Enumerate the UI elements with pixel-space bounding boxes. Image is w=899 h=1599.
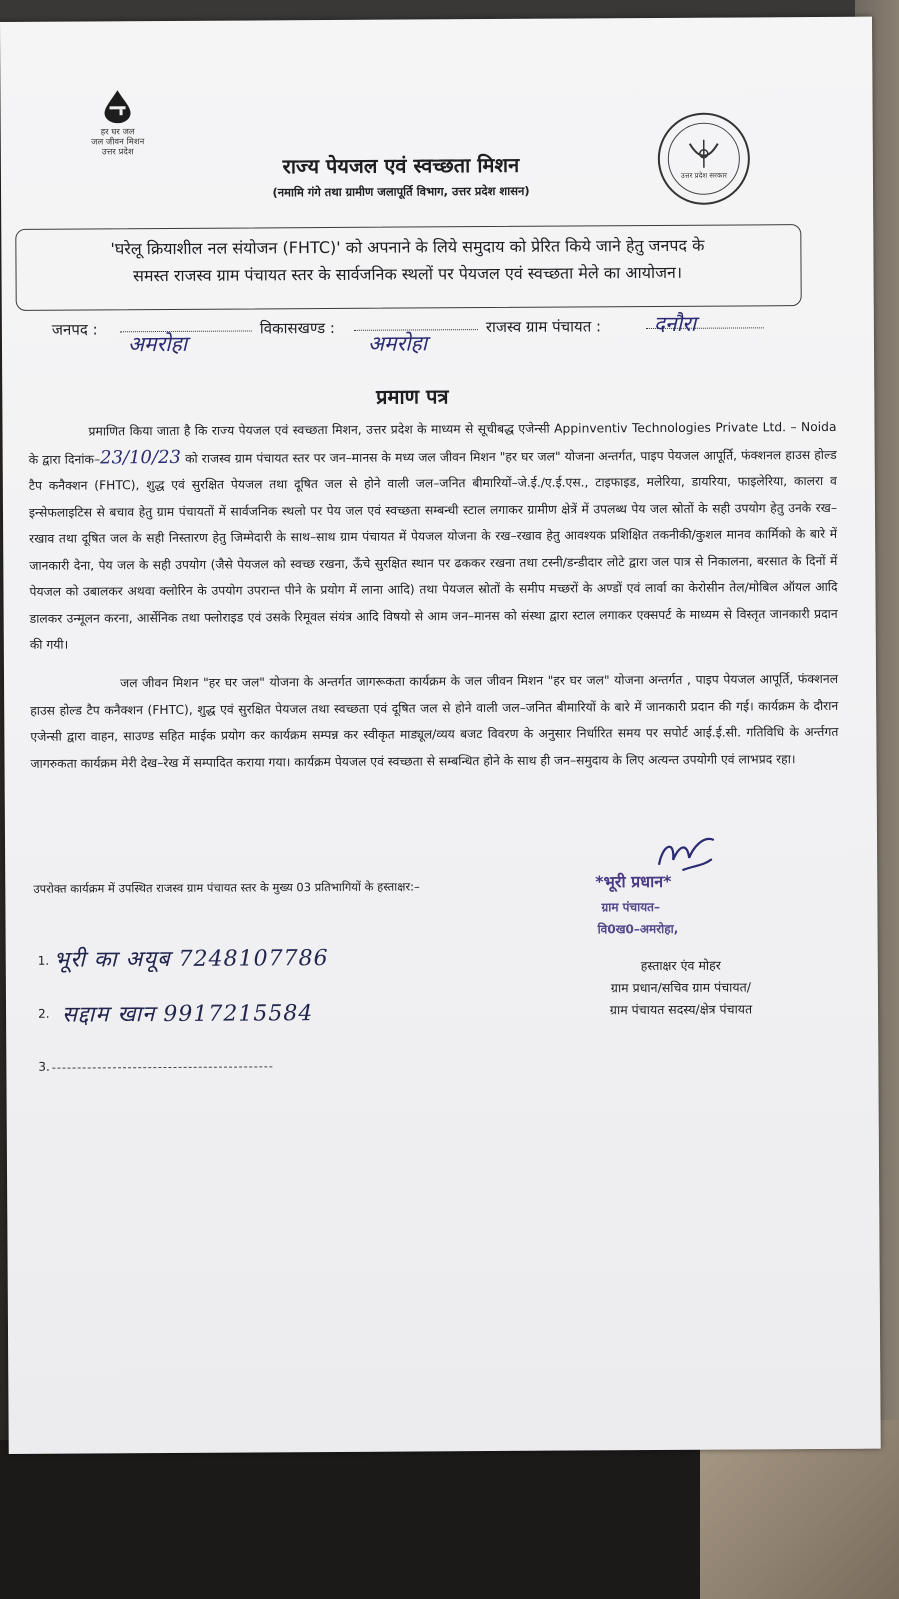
logo-caption-2: जल जीवन मिशन [91,137,145,148]
department-subtitle: (नमामि गंगे तथा ग्रामीण जलापूर्ति विभाग, उत्तर प्रदेश शासन) [272,183,530,200]
pradhan-stamp-line-3: वि0ख0–अमरोहा, [597,921,679,937]
event-banner-line-1: 'घरेलू क्रियाशील नल संयोजन (FHTC)' को अपनाने के लिये समुदाय को प्रेरित किये जाने हेतु जनपद के [110,235,705,259]
signature-seal-label: हस्ताक्षर एंव मोहर [640,957,721,974]
event-banner-line-2: समस्त राजस्व ग्राम पंचायत स्तर के सार्वजनिक स्थलों पर पेयजल एवं स्वच्छता मेले का आयोजन। [133,262,683,286]
logo-caption-1: हर घर जल [100,127,135,138]
participant-number: 2. [38,1006,50,1021]
mission-title: राज्य पेयजल एवं स्वच्छता मिशन [282,152,520,179]
participant-signature: सद्दाम खान 9917215584 [61,1001,314,1028]
signatory-roles-1: ग्राम प्रधान/सचिव ग्राम पंचायत/ [610,979,751,996]
panchayat-label: राजस्व ग्राम पंचायत : [485,317,602,337]
pradhan-stamp-line-2: ग्राम पंचायत– [601,899,661,915]
water-drop-icon [100,89,134,123]
participant-signature-blank-line [52,1066,272,1068]
participant-number: 3. [38,1059,50,1074]
janpad-value: अमरोहा [127,331,188,357]
participant-signature: भूरी का अयूब 7248107786 [53,946,329,973]
vikaskhand-value: अमरोहा [367,331,428,356]
certificate-paragraph-1 [28,414,837,658]
participant-number: 1. [37,953,50,968]
paragraph-1-part-b: को राजस्व ग्राम पंचायत स्तर पर जन–मानस के मध्य जल जीवन मिशन "हर घर जल" योजना अन्तर्गत, पाइप पेयजल आपूर्ति, फंक्शनल हाउस होल्ड टैप कनैक्शन (FHTC), शुद्ध एवं सुरक्षित पेयजल तथा दूषित जल से होने वाली जल–जनित बीमारियों–जे.ई./ए.ई.एस., टाइफाइड, मलेरिया, डायरिया, फाइलेरिया, कालरा व इन्सेफलाइटिस से बचाव हेतु ग्राम पंचायतों में सार्वजनिक स्थलो पर पेय जल एवं स्वच्छता सम्बन्धी स्टाल लगाकर ग्रामीण क्षेत्रें में उपलब्ध पेय जल स्रोतों के सही उपयोग हेतु उनके रख–रखाव तथा दूषित जल के सही निस्तारण हेतु जिम्मेदारी के साथ–साथ ग्राम पंचायत में पेयजल योजना के रख–रखाव हेतु आवश्यक प्रशिक्षित तकनीकी/कुशल मानव कार्मिको के बारे में जानकारी देना, पेय जल के सही उपयोग (जैसे पेयजल को स्वच्छ रखना, ऊँचे सुरक्षित स्थान पर ढककर रखना तथा टस्नी/डन्डीदार लोटे द्वारा जल पात्र से निकालना, बरसात के दिनों में पेयजल को उबालकर अथवा क्लोरिन के उपयोग उपरान्त पीने के प्रयोग में लाना आदि) तथा पेयजल स्रोतों के समीप मच्छरों के अण्डों एवं लार्वा का केरोसीन तेल/मोबिल ऑयल आदि डालकर उन्मूलन करना, आर्सेनिक तथा फ्लोराइड एवं उसके रिमूवल संयंत्र आदि विषयो से आम जन–मानस को संस्था द्वारा स्टाल लगाकर एक्सपर्ट के माध्यम से विस्तृत जानकारी प्रदान की गयी। [28,447,838,652]
certificate-title: प्रमाण पत्र [376,384,449,409]
certificate-paragraph-2: जल जीवन मिशन "हर घर जल" योजना के अन्तर्गत जागरूकता कार्यक्रम के जल जीवन मिशन "हर घर जल" योजना अन्तर्गत , पाइप पेयजल आपूर्ति, फंक्शनल हाउस होल्ड टैप कनैक्शन (FHTC), शुद्ध एवं सुरक्षित पेयजल तथा स्वच्छता एवं दूषित जल से होने वाली जल–जनित बीमारियों के बारे में जानकारी प्रदान की गई। कार्यक्रम के दौरान एजेन्सी द्वारा वाहन, साउण्ड सहित माईक प्रयोग कर कार्यक्रम सम्पन्न कर स्वीकृत माड्यूल/व्यय बजट विवरण के अनुसार निर्धारित समय पर सपोर्ट आई.ई.सी. गतिविधि के अर्न्तगत जागरुकता कार्यक्रम मेरी देख–रेख में सम्पादित कराया गया। कार्यक्रम पेयजल एवं स्वच्छता से सम्बन्धित होने के साथ ही जन–समुदाय के लिए अत्यन्त उपयोगी एवं लाभप्रद रहा। [30,671,839,771]
har-ghar-jal-logo [72,89,162,158]
logo-caption-3: उत्तर प्रदेश [101,147,134,158]
seal-text: उत्तर प्रदेश सरकार [680,171,728,180]
signatory-roles-2: ग्राम पंचायत सदस्य/क्षेत्र पंचायत [609,1001,753,1018]
panchayat-value: दनौरा [653,311,697,337]
janpad-label: जनपद : [51,320,98,339]
paragraph-1-part-a: प्रमाणित किया जाता है कि राज्य पेयजल एवं स्वच्छता मिशन, उत्तर प्रदेश के माध्यम से सूचीबद्ध एजेन्सी Appinventiv Technologies Private Ltd. – Noida के द्वारा दिनांक– [28,419,837,467]
participants-note: उपरोक्त कार्यक्रम में उपस्थित राजस्व ग्राम पंचायत स्तर के मुख्य 03 प्रतिभागियों के हस्ताक्षर:– [33,879,420,896]
vikaskhand-label: विकासखण्ड : [259,318,335,338]
program-date: 23/10/23 [100,446,182,468]
certificate-paper [0,17,881,1454]
pradhan-stamp-name: *भूरी प्रधान* [595,871,672,892]
